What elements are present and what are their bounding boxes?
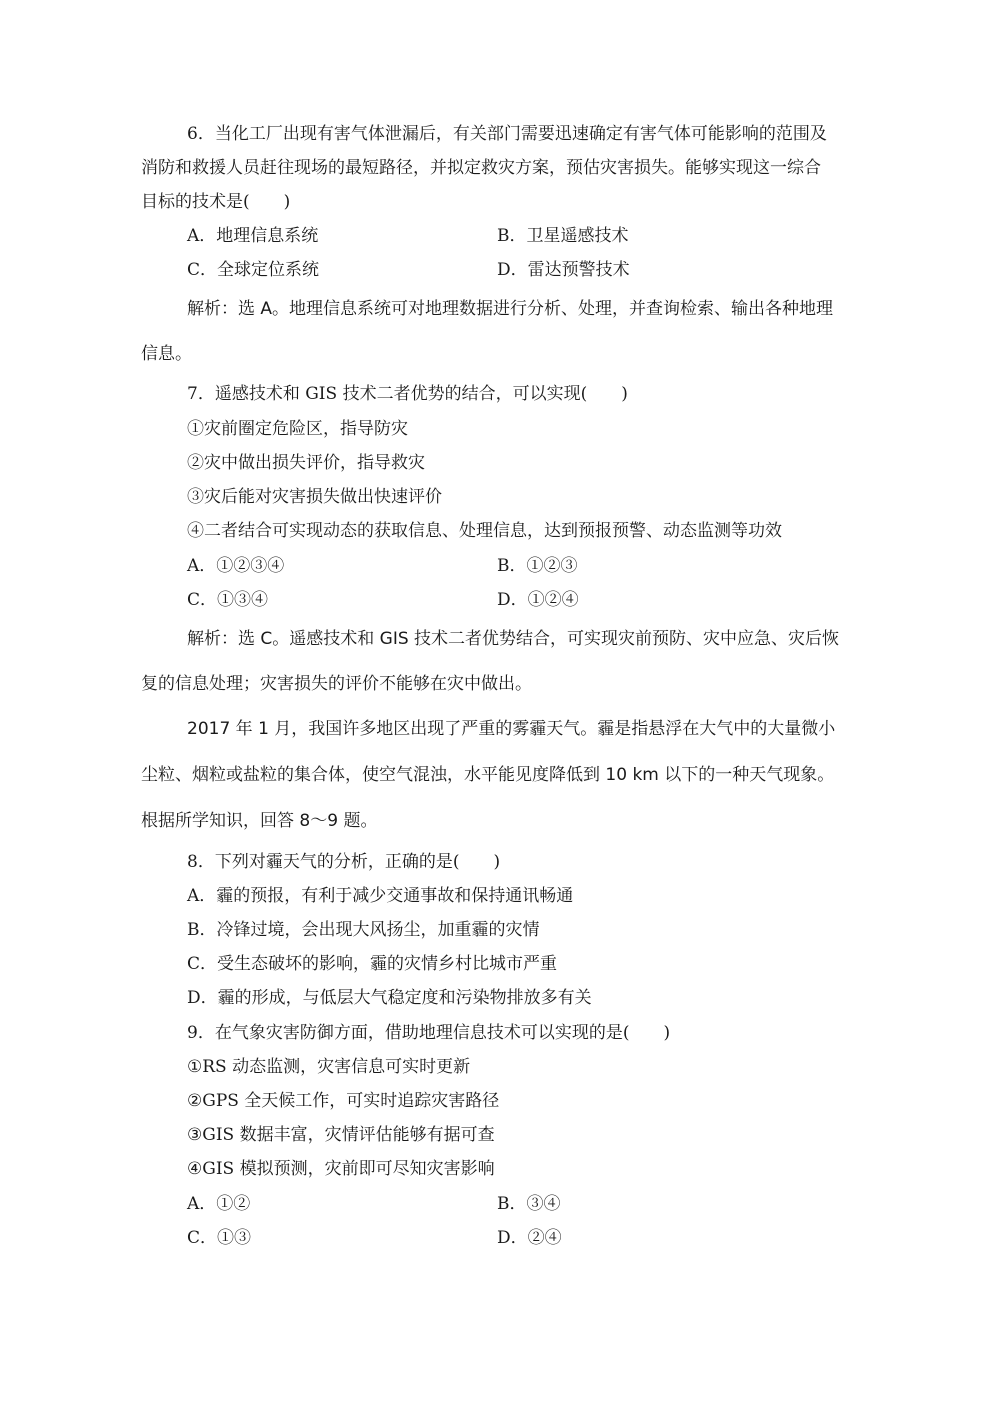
q6-analysis-line-2: 信息。	[141, 344, 192, 364]
q6-option-b: B．卫星遥感技术	[497, 226, 629, 246]
q9-item-2: ②GPS 全天候工作，可实时追踪灾害路径	[187, 1091, 500, 1111]
q7-item-1: ①灾前圈定危险区，指导防灾	[187, 419, 408, 439]
q7-item-2: ②灾中做出损失评价，指导救灾	[187, 453, 425, 473]
q6-option-d: D．雷达预警技术	[497, 260, 630, 280]
q6-option-a: A．地理信息系统	[187, 226, 319, 246]
q8-stem: 8．下列对霾天气的分析，正确的是( )	[187, 852, 501, 872]
q9-option-b: B．③④	[497, 1194, 561, 1214]
passage-line-2: 尘粒、烟粒或盐粒的集合体，使空气混浊，水平能见度降低到 10 km 以下的一种天气现象。	[141, 765, 835, 785]
q9-option-d: D．②④	[497, 1228, 562, 1248]
q6-analysis-line-1: 解析：选 A。地理信息系统可对地理数据进行分析、处理，并查询检索、输出各种地理	[187, 299, 834, 319]
q9-stem: 9．在气象灾害防御方面，借助地理信息技术可以实现的是( )	[187, 1023, 671, 1043]
q7-option-b: B．①②③	[497, 556, 578, 576]
q8-option-d: D．霾的形成，与低层大气稳定度和污染物排放多有关	[187, 988, 592, 1008]
q7-option-c: C．①③④	[187, 590, 269, 610]
q7-item-4: ④二者结合可实现动态的获取信息、处理信息，达到预报预警、动态监测等功效	[187, 521, 782, 541]
passage-line-3: 根据所学知识，回答 8～9 题。	[141, 811, 378, 831]
q8-option-a: A．霾的预报，有利于减少交通事故和保持通讯畅通	[187, 886, 574, 906]
q7-item-3: ③灾后能对灾害损失做出快速评价	[187, 487, 442, 507]
q7-option-d: D．①②④	[497, 590, 579, 610]
q9-option-c: C．①③	[187, 1228, 252, 1248]
q6-stem-line-3: 目标的技术是( )	[141, 192, 291, 212]
q7-option-a: A．①②③④	[187, 556, 285, 576]
q8-option-b: B．冷锋过境，会出现大风扬尘，加重霾的灾情	[187, 920, 540, 940]
q9-item-4: ④GIS 模拟预测，灾前即可尽知灾害影响	[187, 1159, 495, 1179]
q6-option-c: C．全球定位系统	[187, 260, 320, 280]
q7-analysis-line-2: 复的信息处理；灾害损失的评价不能够在灾中做出。	[141, 674, 532, 694]
passage-line-1: 2017 年 1 月，我国许多地区出现了严重的雾霾天气。霾是指悬浮在大气中的大量微小	[187, 719, 836, 739]
q9-item-3: ③GIS 数据丰富，灾情评估能够有据可查	[187, 1125, 495, 1145]
q7-stem: 7．遥感技术和 GIS 技术二者优势的结合，可以实现( )	[187, 384, 628, 404]
q9-option-a: A．①②	[187, 1194, 251, 1214]
q8-option-c: C．受生态破坏的影响，霾的灾情乡村比城市严重	[187, 954, 558, 974]
q7-analysis-line-1: 解析：选 C。遥感技术和 GIS 技术二者优势结合，可实现灾前预防、灾中应急、灾后恢	[187, 629, 840, 649]
q9-item-1: ①RS 动态监测，灾害信息可实时更新	[187, 1057, 471, 1077]
q6-stem-line-2: 消防和救援人员赶往现场的最短路径，并拟定救灾方案，预估灾害损失。能够实现这一综合	[141, 158, 821, 178]
q6-stem-line-1: 6．当化工厂出现有害气体泄漏后，有关部门需要迅速确定有害气体可能影响的范围及	[187, 124, 827, 144]
